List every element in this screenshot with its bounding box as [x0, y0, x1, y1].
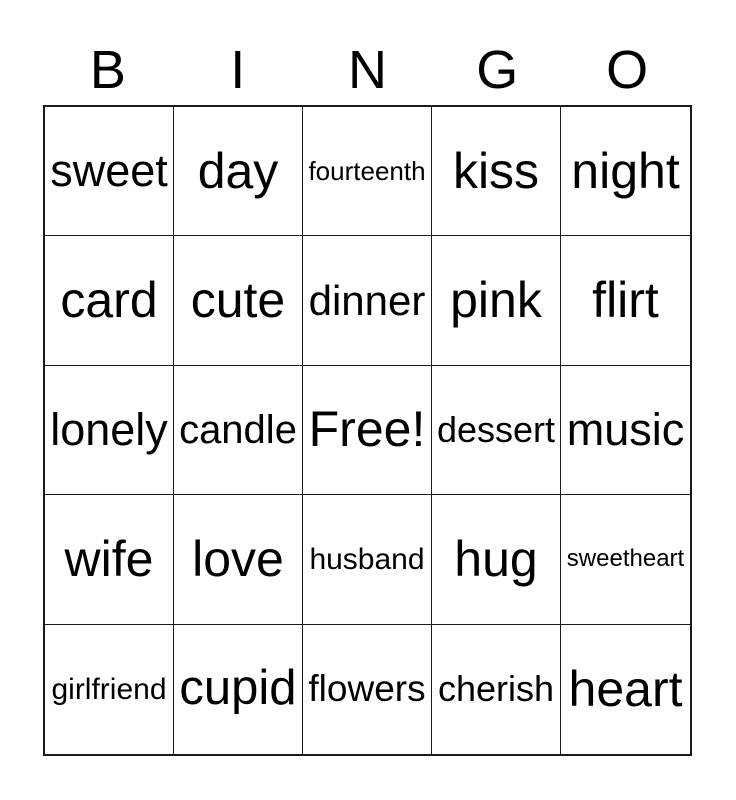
bingo-header-letter: N	[347, 40, 387, 100]
bingo-cell[interactable]	[45, 236, 174, 365]
bingo-grid	[43, 105, 692, 756]
bingo-cell-word: love	[192, 530, 284, 587]
bingo-cell-word: fourteenth	[308, 155, 426, 186]
bingo-cell[interactable]	[45, 366, 174, 495]
bingo-header	[43, 42, 692, 98]
bingo-cell[interactable]	[45, 495, 174, 624]
bingo-cell[interactable]	[432, 366, 561, 495]
bingo-cell-word: cherish	[437, 668, 555, 710]
bingo-header-letter: B	[89, 40, 126, 100]
bingo-cell-word: night	[571, 142, 680, 199]
bingo-cell[interactable]	[303, 107, 432, 236]
bingo-cell[interactable]	[303, 625, 432, 754]
bingo-cell-word: hug	[454, 530, 538, 587]
bingo-header-letter: O	[606, 40, 649, 100]
bingo-cell[interactable]	[303, 236, 432, 365]
bingo-cell[interactable]	[174, 625, 303, 754]
bingo-cell[interactable]	[561, 366, 690, 495]
bingo-cell[interactable]	[561, 625, 690, 754]
bingo-cell-word: dessert	[436, 409, 556, 451]
bingo-cell-word: dinner	[308, 276, 426, 324]
bingo-cell-word: cute	[190, 272, 286, 329]
bingo-cell-word: flowers	[308, 667, 426, 709]
bingo-cell[interactable]	[561, 236, 690, 365]
bingo-cell-word: pink	[450, 272, 542, 329]
bingo-cell-word: wife	[64, 530, 154, 587]
bingo-cell[interactable]	[432, 107, 561, 236]
bingo-cell-word: kiss	[452, 142, 540, 199]
bingo-cell-word: sweetheart	[566, 545, 685, 573]
bingo-cell-word: day	[197, 142, 279, 199]
bingo-cell-free[interactable]	[303, 366, 432, 495]
bingo-cell[interactable]	[45, 107, 174, 236]
bingo-cell-word: Free!	[308, 401, 426, 458]
bingo-cell[interactable]	[174, 495, 303, 624]
bingo-cell-word: candle	[179, 407, 297, 452]
bingo-header-letter: I	[230, 40, 246, 100]
bingo-cell-word: card	[60, 272, 158, 329]
bingo-cell[interactable]	[561, 495, 690, 624]
bingo-cell-word: heart	[568, 660, 683, 717]
bingo-cell[interactable]	[174, 366, 303, 495]
bingo-cell-word: sweet	[50, 145, 168, 197]
bingo-cell-word: husband	[309, 542, 425, 576]
bingo-cell[interactable]	[432, 625, 561, 754]
bingo-cell-word: girlfriend	[51, 672, 167, 706]
bingo-cell-word: lonely	[50, 404, 168, 456]
bingo-cell-word: music	[566, 404, 685, 456]
bingo-cell[interactable]	[174, 236, 303, 365]
bingo-cell[interactable]	[303, 495, 432, 624]
bingo-cell[interactable]	[174, 107, 303, 236]
bingo-cell[interactable]	[432, 236, 561, 365]
bingo-header-letter: G	[476, 40, 519, 100]
bingo-cell[interactable]	[45, 625, 174, 754]
bingo-cell-word: flirt	[592, 272, 659, 329]
bingo-cell[interactable]	[561, 107, 690, 236]
bingo-cell[interactable]	[432, 495, 561, 624]
bingo-cell-word: cupid	[179, 661, 297, 716]
